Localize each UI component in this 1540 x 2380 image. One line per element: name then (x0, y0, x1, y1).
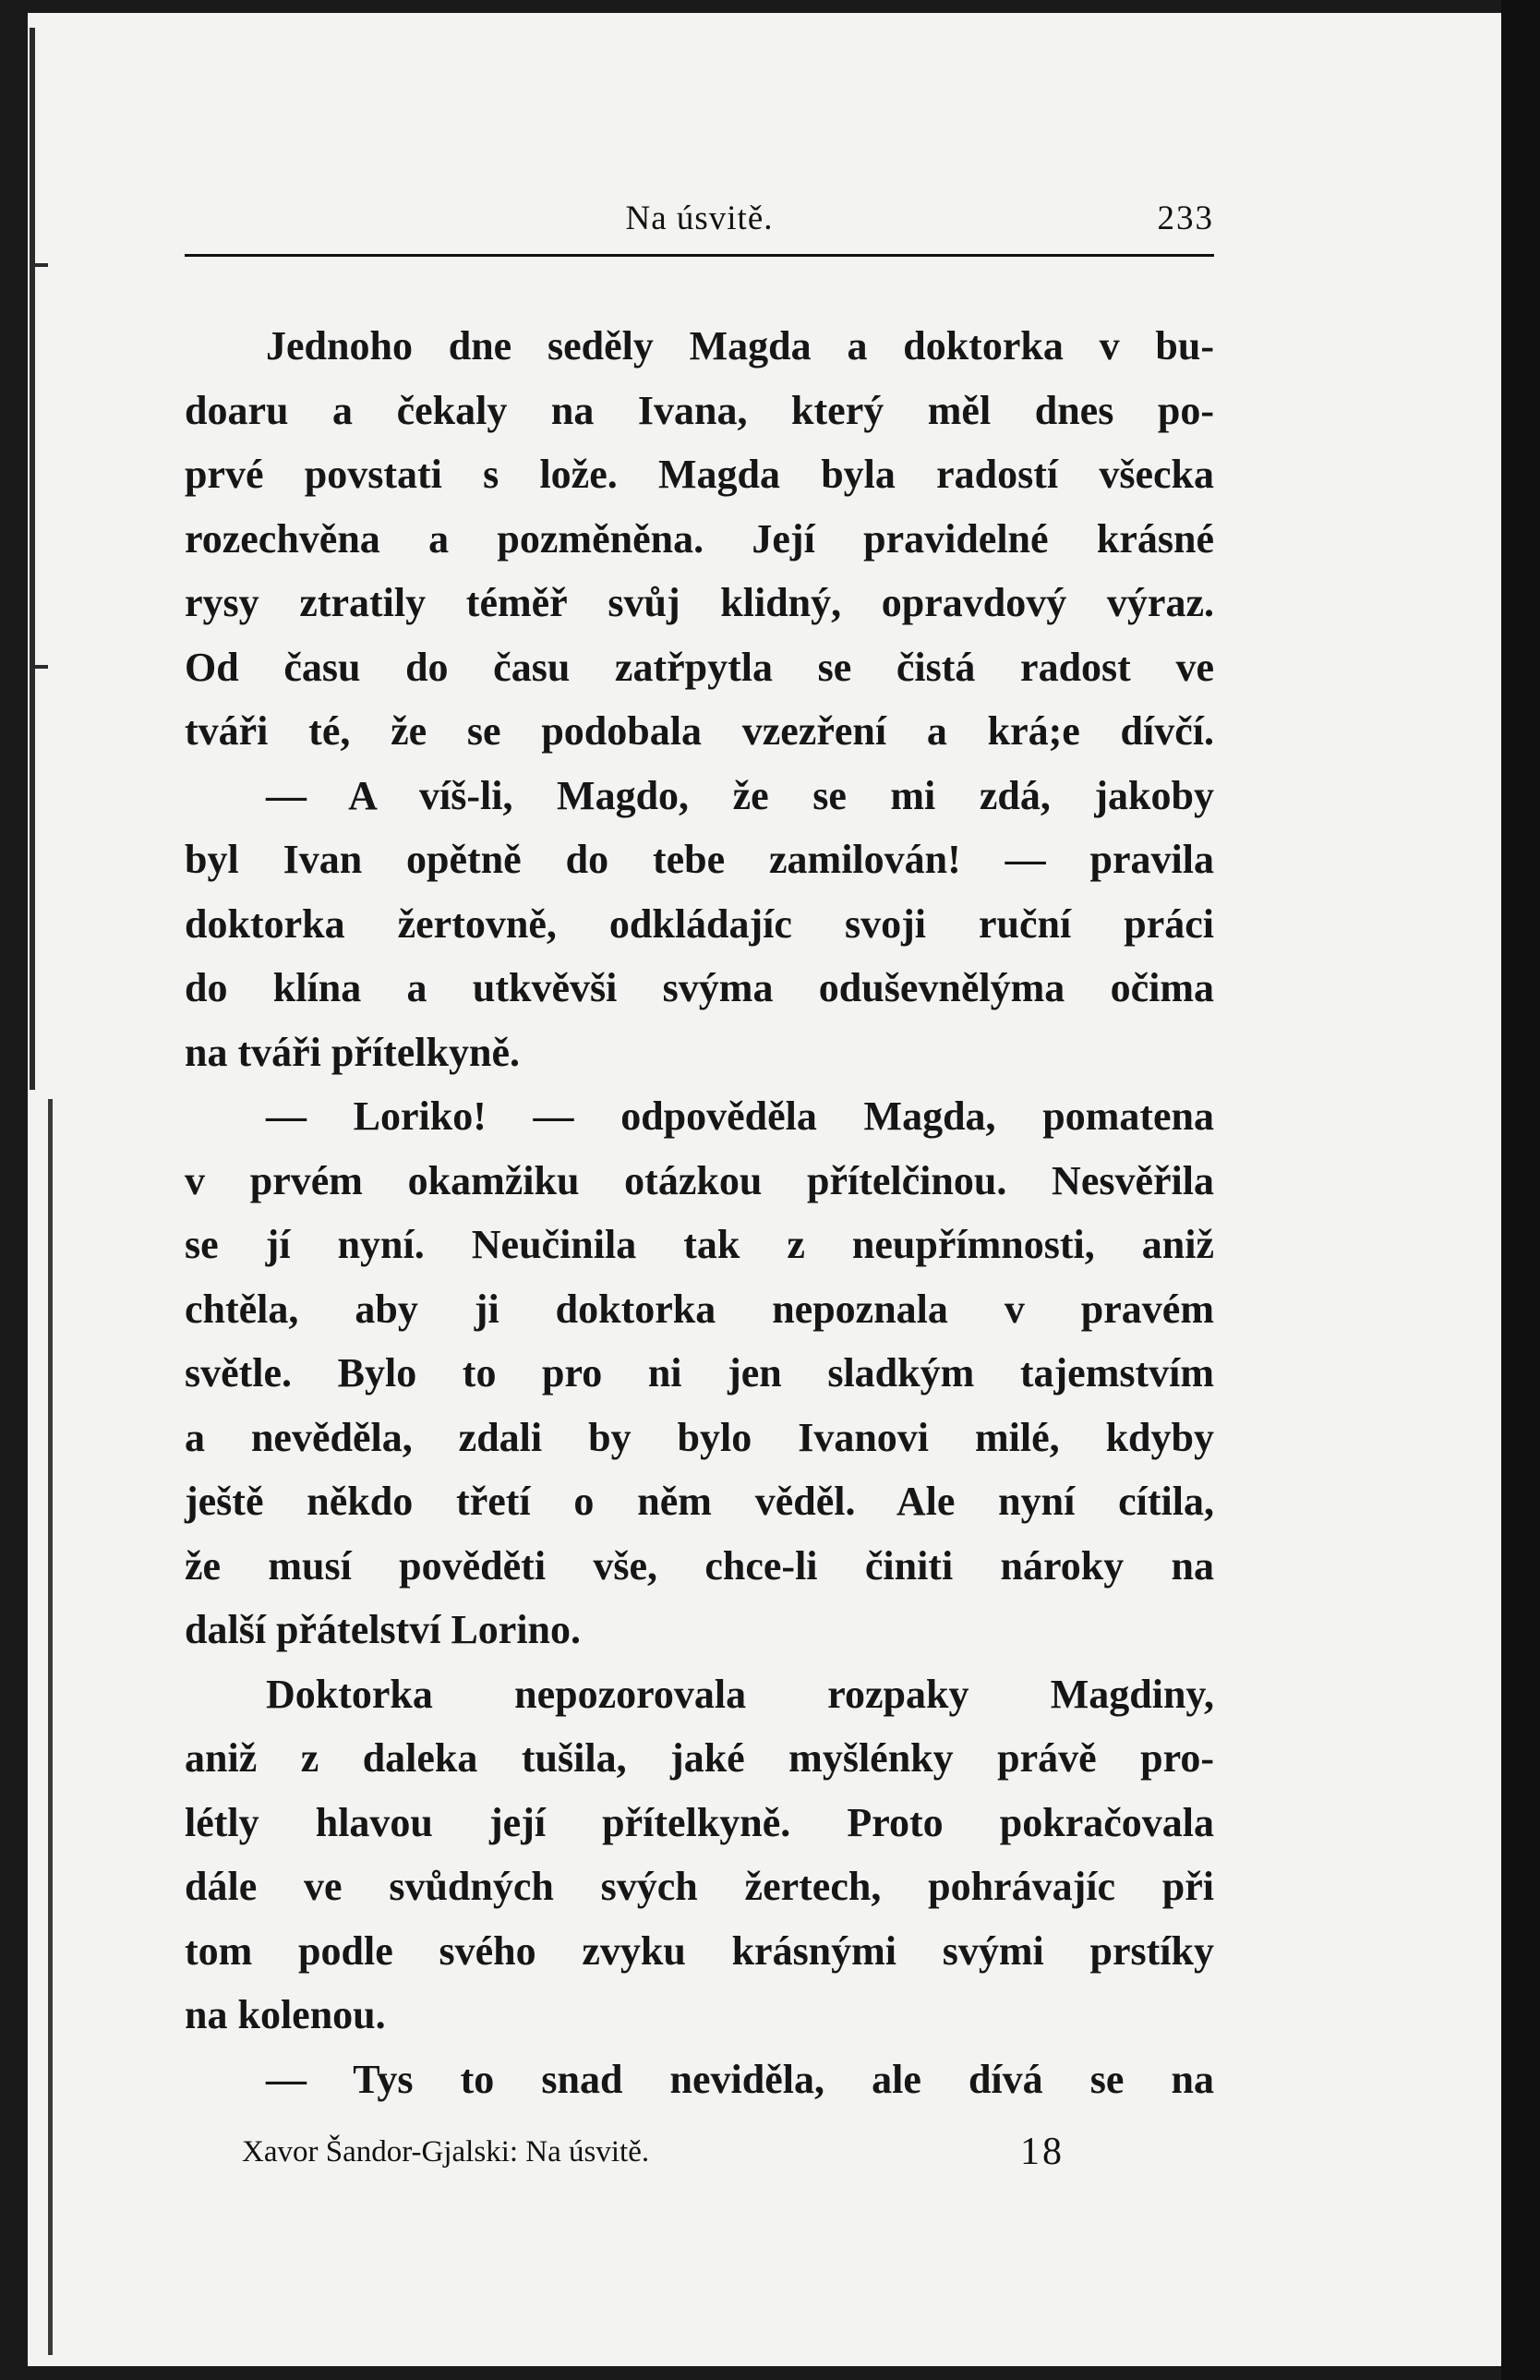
text-line: tom podle svého zvyku krásnými svými prstíky (185, 1927, 1214, 1974)
paragraph (185, 314, 1214, 764)
text-line: létly hlavou její přítelkyně. Proto pokračovala (185, 1799, 1214, 1845)
binding-edge (30, 28, 35, 1090)
text-line: aniž z daleka tušila, jaké myšlénky právě pro- (185, 1735, 1214, 1781)
text-line: rozechvěna a pozměněna. Její pravidelné krásné (185, 515, 1214, 562)
text-line: ještě někdo třetí o něm věděl. Ale nyní cítila, (185, 1479, 1214, 1524)
paragraph (185, 1662, 1214, 2048)
text-line: v prvém okamžiku otázkou přítelčinou. Nesvěřila (185, 1157, 1214, 1203)
text-line: Doktorka nepozorovala rozpaky Magdiny, (266, 1671, 1214, 1717)
text-line: na kolenou. (185, 1992, 386, 2037)
text-line: a nevěděla, zdali by bylo Ivanovi milé, kdyby (185, 1414, 1214, 1460)
binding-notch (35, 665, 48, 669)
text-line: dále ve svůdných svých žertech, pohrávajíc při (185, 1864, 1214, 1909)
page-footer (242, 2126, 1073, 2181)
text-line: chtěla, aby ji doktorka nepoznala v pravém (185, 1286, 1214, 1332)
text-line: byl Ivan opětně do tebe zamilován! — pravila (185, 837, 1214, 882)
header-rule (185, 254, 1214, 257)
text-line: doktorka žertovně, odkládajíc svoji ruční práci (185, 900, 1214, 947)
signature-mark: 18 (1020, 2131, 1065, 2173)
text-line: — A víš-li, Magdo, že se mi zdá, jakoby (266, 772, 1214, 818)
text-line: Jednoho dne seděly Magda a doktorka v bu- (266, 323, 1214, 368)
text-line: do klína a utkvěvši svýma oduševnělýma očima (185, 965, 1214, 1010)
text-line: — Loriko! — odpověděla Magda, pomatena (266, 1093, 1214, 1139)
text-line: na tváři přítelkyně. (185, 1029, 520, 1075)
scan-border (1501, 0, 1540, 2380)
binding-edge-lower (48, 1099, 53, 2355)
text-line: další přátelství Lorino. (185, 1607, 582, 1652)
running-title: Na úsvitě. (625, 199, 774, 237)
text-line: — Tys to snad neviděla, ale dívá se na (266, 2056, 1214, 2102)
text-line: světle. Bylo to pro ni jen sladkým tajemstvím (185, 1350, 1214, 1395)
page-number: 233 (1157, 199, 1214, 237)
text-line: rysy ztratily téměř svůj klidný, opravdový výraz. (185, 580, 1214, 625)
text-line: Od času do času zatřpytla se čistá radost ve (185, 644, 1214, 690)
paragraph (185, 2048, 1214, 2112)
binding-notch (35, 263, 48, 267)
paragraph (185, 764, 1214, 1085)
paragraph (185, 1084, 1214, 1662)
page-header (185, 189, 1214, 254)
footer-author-title: Xavor Šandor-Gjalski: Na úsvitě. (242, 2135, 650, 2169)
text-line: prvé povstati s lože. Magda byla radostí všecka (185, 452, 1214, 497)
text-line: tváři té, že se podobala vzezření a krá;e dívčí. (185, 708, 1214, 754)
text-line: se jí nyní. Neučinila tak z neupřímnosti, aniž (185, 1222, 1214, 1267)
body-text (185, 314, 1214, 2111)
text-line: že musí pověděti vše, chce-li činiti nároky na (185, 1542, 1214, 1589)
text-line: doaru a čekaly na Ivana, který měl dnes po- (185, 387, 1214, 433)
